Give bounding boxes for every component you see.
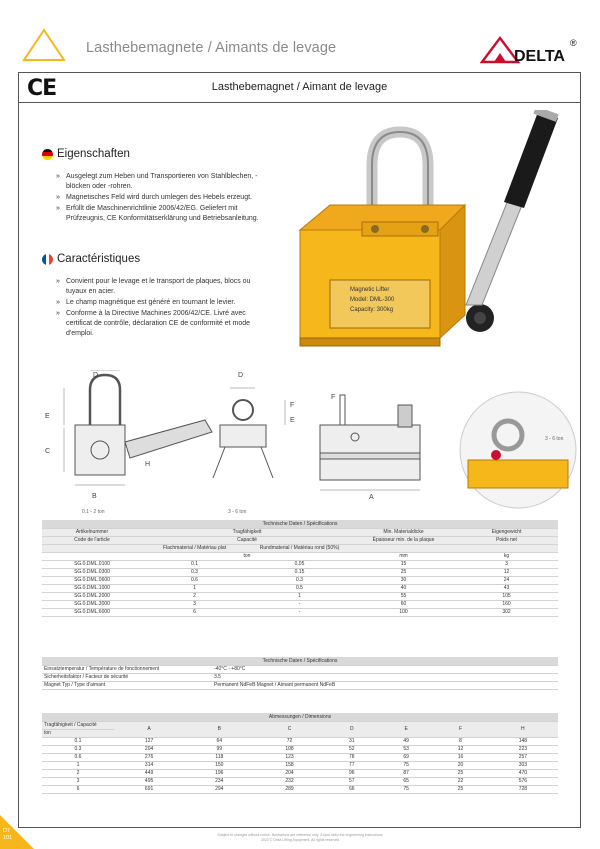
table-cell: 223: [488, 745, 558, 753]
dim-label-c: C: [45, 448, 51, 455]
table-cell: 75: [379, 761, 433, 769]
table-cell: 150: [184, 761, 254, 769]
table-cell: 43: [455, 584, 558, 592]
de-heading: [42, 148, 130, 160]
table-cell: 1: [247, 592, 352, 600]
table-cell: 148: [488, 737, 558, 745]
table-row: [42, 769, 558, 777]
delta-logo: [480, 36, 580, 64]
de-heading-text: Eigenschaften: [57, 148, 130, 160]
table-row: [42, 576, 558, 584]
table-cell: 96: [325, 769, 379, 777]
fr-list: [56, 277, 266, 340]
table-cell: 55: [352, 592, 455, 600]
table-cell: 294: [184, 785, 254, 793]
front-view-caption: 0.1 - 2 ton: [82, 509, 105, 515]
table-row: [42, 592, 558, 600]
dimensions-table: [42, 713, 558, 794]
table-row: [42, 568, 558, 576]
table-cell: 0.3: [142, 568, 247, 576]
table-cell: 100: [352, 608, 455, 616]
table-row: [42, 584, 558, 592]
table-row: [42, 737, 558, 745]
table-cell: 72: [254, 737, 324, 745]
col-header: Flachmaterial / Matériau plat: [142, 544, 247, 552]
list-item: » Magnetisches Feld wird durch umlegen des Hebels erzeugt.: [56, 193, 266, 203]
page-num: 101: [3, 835, 13, 841]
table-cell: 576: [488, 777, 558, 785]
fr-heading-text: Caractéristiques: [57, 253, 141, 265]
table-cell: 276: [114, 753, 184, 761]
table-cell: -: [247, 600, 352, 608]
footer-line1: Subject to changes without notice. Illustrations are reference only. Ä bpoi sbbo the engineering instructions: [217, 833, 383, 837]
unit-label: mm: [352, 552, 455, 560]
table-cell: 75: [379, 785, 433, 793]
table-cell: 22: [433, 777, 487, 785]
spec-label: Einsatztemperatur / Température de fonctionnement: [42, 665, 212, 673]
table-cell: 25: [433, 785, 487, 793]
table-cell: SG.0.DML.3000: [42, 600, 142, 608]
table-cell: 158: [254, 761, 324, 769]
detail-caption: 3 - 6 ton: [545, 436, 564, 442]
table-cell: 65: [379, 777, 433, 785]
footer-line2: 2022 © Delta Lifting Equipment. All rights reserved: [260, 838, 340, 842]
technical-drawings: [40, 370, 580, 515]
table-cell: 16: [433, 753, 487, 761]
dim-label-f2: F: [331, 394, 336, 401]
table-cell: SG.0.DML.0300: [42, 568, 142, 576]
table-row: [42, 785, 558, 793]
table-cell: 495: [114, 777, 184, 785]
frame-header: [19, 73, 580, 103]
table-cell: 3: [42, 777, 114, 785]
table-cell: 31: [325, 737, 379, 745]
dim-label-e: E: [45, 413, 50, 420]
footer-note: [0, 833, 600, 843]
product-label-line2: Model: DML-300: [350, 297, 395, 303]
dim-label-e2: E: [290, 417, 295, 424]
dim-label-h: H: [145, 461, 151, 468]
table-cell: 289: [254, 785, 324, 793]
dim-label-b: B: [92, 493, 97, 500]
german-flag-icon: [42, 149, 53, 160]
table-cell: 0.6: [42, 753, 114, 761]
list-item: » Convient pour le levage et le transport de plaques, blocs ou tuyaux en acier.: [56, 277, 266, 297]
table-cell: 314: [114, 761, 184, 769]
table-cell: 0.3: [42, 745, 114, 753]
list-item: » Conforme à la Directive Machines 2006/42/CE. Livré avec certificat de contrôle, déclaration CE de conformité et mode d'emploi.: [56, 309, 266, 339]
table-cell: 0.05: [247, 560, 352, 568]
table-cell: 64: [184, 737, 254, 745]
table-cell: SG.0.DML.6000: [42, 608, 142, 616]
brand-text: DELTA: [514, 48, 565, 64]
table-cell: 257: [488, 753, 558, 761]
table-cell: 123: [254, 753, 324, 761]
col-header: Épaisseur min. de la plaque: [352, 536, 455, 544]
spec-value: -40°C - +80°C: [212, 665, 558, 673]
table-cell: 0.5: [247, 584, 352, 592]
table-cell: 303: [488, 761, 558, 769]
table-row: [42, 608, 558, 616]
table-cell: 470: [488, 769, 558, 777]
col-header: A: [114, 721, 184, 737]
table-cell: 118: [184, 753, 254, 761]
ce-mark: CE: [27, 76, 57, 101]
fr-heading: [42, 253, 140, 265]
dim-label-d2: D: [238, 372, 244, 379]
long-view-drawing: [310, 385, 430, 500]
page-header: [0, 0, 600, 70]
table-cell: 0.15: [247, 568, 352, 576]
col-header: Min. Materialdicke: [352, 528, 455, 536]
table-cell: -: [247, 608, 352, 616]
spec-value: Permanent NdFeB Magnet / Aimant permanent NdFeB: [212, 681, 558, 689]
col-header: Capacité: [142, 536, 352, 544]
table-cell: 728: [488, 785, 558, 793]
table-cell: 12: [455, 568, 558, 576]
table-row: [42, 745, 558, 753]
registered-mark: ®: [570, 38, 577, 48]
unit-label: kg: [455, 552, 558, 560]
dim-label-f: F: [290, 402, 295, 409]
section-code: D7: [3, 828, 11, 834]
table-cell: 77: [325, 761, 379, 769]
product-label-line3: Capacity: 300kg: [350, 307, 394, 313]
table-title: Abmessungen / Dimensions: [42, 713, 558, 721]
table-cell: 66: [325, 785, 379, 793]
page-title: Lasthebemagnete / Aimants de levage: [86, 40, 337, 56]
table-cell: 15: [352, 560, 455, 568]
table-cell: 40: [352, 584, 455, 592]
col-header: Tragfähigkeit / Capacité: [42, 721, 114, 729]
table-row: [42, 600, 558, 608]
table-title: Technische Daten / Spécifications: [42, 520, 558, 528]
table-title: Technische Daten / Spécifications: [42, 657, 558, 665]
dim-label-d: D: [93, 372, 99, 379]
table-cell: 105: [455, 592, 558, 600]
unit-label: ton: [42, 729, 114, 737]
warning-triangle-icon: [22, 28, 66, 62]
table-cell: SG.0.DML.0100: [42, 560, 142, 568]
table-cell: 57: [325, 777, 379, 785]
table-cell: 2: [142, 592, 247, 600]
col-header: Tragfähigkeit: [142, 528, 352, 536]
table-cell: 12: [433, 745, 487, 753]
table-row: [42, 777, 558, 785]
product-title: Lasthebemagnet / Aimant de levage: [211, 81, 388, 93]
table-cell: 0.3: [247, 576, 352, 584]
list-item: » Erfüllt die Maschinenrichtlinie 2006/42/EG. Geliefert mit Prüfzeugnis, CE Konformitätserklärung und Betriebsanleitung.: [56, 204, 266, 224]
side-view-caption: 3 - 6 ton: [228, 509, 247, 515]
table-row: [42, 560, 558, 568]
col-header: E: [379, 721, 433, 737]
table-cell: 108: [254, 745, 324, 753]
spec-value: 3.5: [212, 673, 558, 681]
table-cell: SG.0.DML.1000: [42, 584, 142, 592]
list-item: » Le champ magnétique est généré en tournant le levier.: [56, 298, 266, 308]
table-cell: 8: [433, 737, 487, 745]
table-cell: 49: [379, 737, 433, 745]
table-cell: 204: [254, 769, 324, 777]
table-cell: SG.0.DML.2000: [42, 592, 142, 600]
table-cell: 127: [114, 737, 184, 745]
table-cell: 449: [114, 769, 184, 777]
unit-label: ton: [142, 552, 352, 560]
table-cell: 52: [325, 745, 379, 753]
col-header: Eigengewicht: [455, 528, 558, 536]
table-cell: 0.6: [142, 576, 247, 584]
de-list: [56, 172, 266, 225]
table-cell: 78: [325, 753, 379, 761]
table-cell: 160: [455, 600, 558, 608]
table-cell: 2: [42, 769, 114, 777]
product-label-line1: Magnetic Lifter: [350, 287, 390, 293]
table-cell: 0.1: [142, 560, 247, 568]
col-header: B: [184, 721, 254, 737]
detail-view-image: [458, 390, 578, 510]
col-header: Artikelnummer: [42, 528, 142, 536]
table-cell: 60: [352, 600, 455, 608]
col-header: Rundmaterial / Matériau rond (50%): [247, 544, 352, 552]
col-header: F: [433, 721, 487, 737]
spec-label: Magnet Typ / Type d'aimant: [42, 681, 212, 689]
table-cell: 87: [379, 769, 433, 777]
table-cell: 232: [254, 777, 324, 785]
table-cell: 691: [114, 785, 184, 793]
table-cell: 99: [184, 745, 254, 753]
magnet-product-image: [290, 110, 580, 375]
table-cell: 20: [433, 761, 487, 769]
col-header: Poids net: [455, 536, 558, 544]
table-cell: 25: [433, 769, 487, 777]
list-item: » Ausgelegt zum Heben und Transportieren von Stahlblechen, -blöcken oder -rohren.: [56, 172, 266, 192]
table-cell: 302: [455, 608, 558, 616]
table-row: [42, 761, 558, 769]
table-cell: 1: [142, 584, 247, 592]
table-cell: 3: [142, 600, 247, 608]
col-header: Code de l'article: [42, 536, 142, 544]
col-header: C: [254, 721, 324, 737]
table-cell: 6: [42, 785, 114, 793]
french-flag-icon: [42, 254, 53, 265]
specs-table: [42, 520, 558, 617]
table-cell: SG.0.DML.0600: [42, 576, 142, 584]
table-cell: 204: [114, 745, 184, 753]
table-row: [42, 753, 558, 761]
page-number: [3, 828, 12, 842]
table-cell: 53: [379, 745, 433, 753]
col-header: H: [488, 721, 558, 737]
table-cell: 1: [42, 761, 114, 769]
table-cell: 6: [142, 608, 247, 616]
table-cell: 24: [455, 576, 558, 584]
table-cell: 69: [379, 753, 433, 761]
table-cell: 25: [352, 568, 455, 576]
spec-label: Sicherheitsfaktor / Facteur de sécurité: [42, 673, 212, 681]
table-cell: 234: [184, 777, 254, 785]
table-cell: 30: [352, 576, 455, 584]
table-cell: 196: [184, 769, 254, 777]
specs-table-2: [42, 657, 558, 690]
table-cell: 0.1: [42, 737, 114, 745]
col-header: D: [325, 721, 379, 737]
table-cell: 3: [455, 560, 558, 568]
side-view-drawing: [205, 380, 295, 490]
dim-label-a: A: [369, 494, 374, 501]
